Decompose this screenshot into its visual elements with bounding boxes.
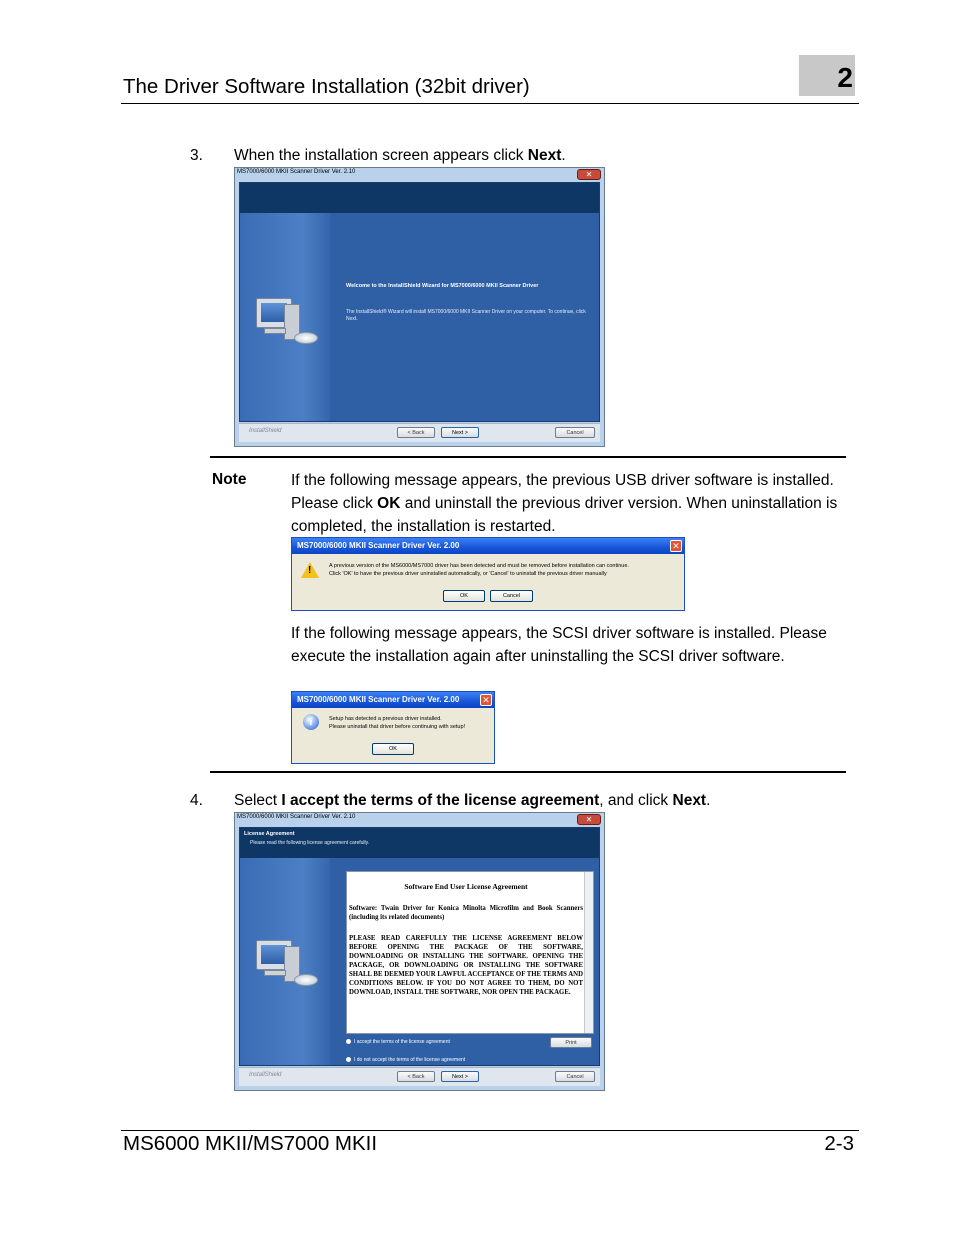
- license-heading: License Agreement: [244, 831, 295, 837]
- wizard-side-panel: [240, 213, 330, 421]
- wizard-footer: [239, 423, 600, 442]
- back-button[interactable]: < Back: [397, 427, 435, 438]
- page-header-title: The Driver Software Installation (32bit driver): [123, 75, 530, 98]
- page-number: 2-3: [824, 1132, 854, 1155]
- chapter-number: 2: [837, 62, 853, 93]
- header-rule: [121, 103, 859, 104]
- info-icon: i: [303, 714, 319, 730]
- next-button[interactable]: Next >: [441, 427, 479, 438]
- installshield-brand: InstallShield: [249, 1072, 282, 1078]
- close-icon[interactable]: ✕: [577, 814, 601, 825]
- wizard-body: [239, 827, 600, 1066]
- window-title: MS7000/6000 MKII Scanner Driver Ver. 2.10: [237, 169, 356, 175]
- license-body: PLEASE READ CAREFULLY THE LICENSE AGREEMENT BELOW BEFORE OPENING THE PACKAGE OF THE SOFTWARE, DOWNLOADING OR INSTALLING THE SOFTWARE. OPENING THE PACKAGE, OR DOWNLOADING OR INSTALLING THE SOFTWARE SHALL BE DEEMED YOUR LAWFUL ACCEPTANCE OF THE TERMS AND CONDITIONS BELOW. IF YOU DO NOT AGREE TO THEM, DO NOT DOWNLOAD, INSTALL THE SOFTWARE, NOR OPEN THE PACKAGE.: [349, 935, 583, 996]
- ok-button[interactable]: OK: [443, 590, 485, 602]
- previous-driver-dialog: [291, 537, 685, 611]
- back-button[interactable]: < Back: [397, 1071, 435, 1082]
- installshield-brand: InstallShield: [249, 428, 282, 434]
- accept-radio[interactable]: I accept the terms of the license agreement: [346, 1039, 450, 1045]
- wizard-banner: [240, 828, 599, 858]
- window-title: MS7000/6000 MKII Scanner Driver Ver. 2.10: [237, 814, 356, 820]
- next-button[interactable]: Next >: [441, 1071, 479, 1082]
- wizard-footer: [239, 1067, 600, 1086]
- wizard-body: [239, 182, 600, 422]
- decline-radio[interactable]: I do not accept the terms of the license agreement: [346, 1057, 465, 1063]
- note-paragraph-scsi: If the following message appears, the SCSI driver software is installed. Please execute the installation again after uninstalling the SCSI driver software.: [291, 625, 827, 666]
- note-top-rule: [210, 456, 846, 458]
- note-label: Note: [212, 471, 247, 488]
- close-icon[interactable]: ✕: [670, 540, 682, 552]
- ok-button[interactable]: OK: [372, 743, 414, 755]
- note-paragraph-usb: If the following message appears, the previous USB driver software is installed. Please click OK and uninstall the previous driver version. When uninstallation is completed, the installation is restarted.: [291, 472, 838, 536]
- close-icon[interactable]: ✕: [480, 694, 492, 706]
- wizard-banner: [240, 183, 599, 213]
- scsi-driver-dialog: [291, 691, 495, 764]
- footer-model: MS6000 MKII/MS7000 MKII: [123, 1132, 378, 1155]
- cancel-button[interactable]: Cancel: [555, 1071, 595, 1082]
- license-software-line: Software: Twain Driver for Konica Minolta Microfilm and Book Scanners (including its related documents): [349, 905, 583, 921]
- installshield-welcome-window: [234, 167, 605, 447]
- license-text-box[interactable]: [346, 871, 594, 1034]
- wizard-side-panel: [240, 858, 330, 1065]
- print-button[interactable]: Print: [550, 1037, 592, 1048]
- dialog-message: Setup has detected a previous driver installed. Please uninstall that driver before continuing with setup!: [329, 716, 466, 730]
- cancel-button[interactable]: Cancel: [555, 427, 595, 438]
- close-icon[interactable]: ✕: [577, 169, 601, 180]
- step-number: 4.: [190, 792, 203, 809]
- dialog-title: MS7000/6000 MKII Scanner Driver Ver. 2.00: [292, 692, 494, 708]
- radio-unselected-icon: [346, 1057, 351, 1062]
- cancel-button[interactable]: Cancel: [490, 590, 533, 602]
- step-instruction: Select I accept the terms of the license agreement, and click Next.: [234, 792, 711, 809]
- installshield-license-window: [234, 812, 605, 1091]
- radio-selected-icon: [346, 1039, 351, 1044]
- footer-rule: [121, 1130, 859, 1131]
- license-subheading: Please read the following license agreement carefully.: [250, 840, 370, 846]
- welcome-text: The InstallShield® Wizard will install MS7000/6000 MKII Scanner Driver on your computer. To continue, click Next.: [346, 309, 586, 322]
- note-bottom-rule: [210, 771, 846, 773]
- warning-mark: !: [308, 565, 312, 576]
- dialog-message: A previous version of the MS6000/MS7000 driver has been detected and must be removed before installation can continue. Click 'OK' to have the previous driver uninstalled automatically, or 'Cancel' to uninstall the previous driver manually: [329, 563, 629, 577]
- welcome-heading: Welcome to the InstallShield Wizard for MS7000/6000 MKII Scanner Driver: [346, 283, 539, 289]
- step-number: 3.: [190, 147, 203, 164]
- dialog-title: MS7000/6000 MKII Scanner Driver Ver. 2.00: [292, 538, 684, 554]
- license-title: Software End User License Agreement: [404, 882, 528, 891]
- license-scrollbar[interactable]: [584, 872, 593, 1033]
- step-instruction: When the installation screen appears click Next.: [234, 147, 566, 164]
